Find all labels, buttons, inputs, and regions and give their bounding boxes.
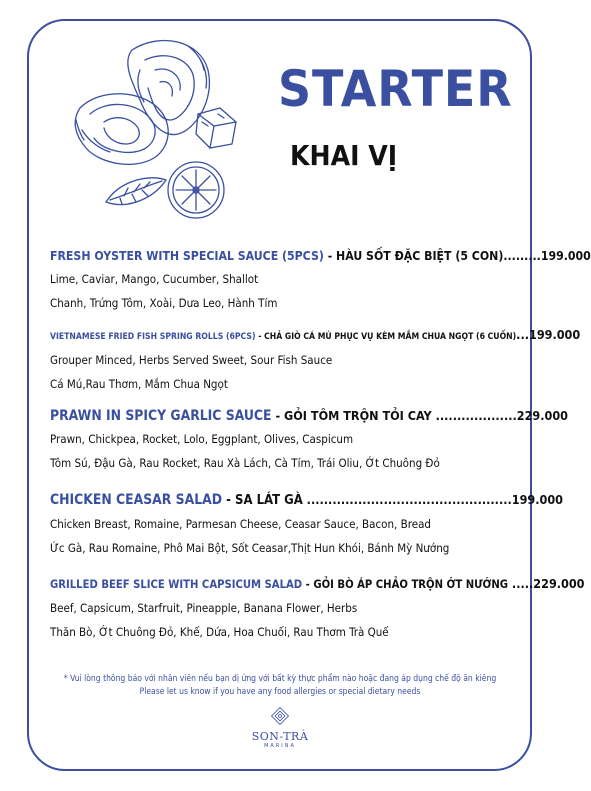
page-subtitle: KHAI VỊ xyxy=(290,139,398,172)
item-price: ...................229.000 xyxy=(431,408,568,423)
item-desc-vi: Ức Gà, Rau Romaine, Phô Mai Bột, Sốt Ceasar,Thịt Hun Khói, Bánh Mỳ Nướng xyxy=(50,541,450,555)
item-desc-vi: Tôm Sú, Đậu Gà, Rau Rocket, Rau Xà Lách, Cà Tím, Trái Oliu, Ớt Chuông Đỏ xyxy=(50,456,440,470)
item-desc-en: Grouper Minced, Herbs Served Sweet, Sour Fish Sauce xyxy=(50,353,333,367)
allergy-note-vi: * Vui lòng thông báo với nhân viên nếu bạn dị ứng với bất kỳ thực phẩm nào hoặc đang áp dụng chế độ ăn kiêng xyxy=(63,674,497,684)
brand-logo xyxy=(240,706,320,749)
menu-item xyxy=(50,491,563,556)
item-desc-en: Beef, Capsicum, Starfruit, Pineapple, Banana Flower, Herbs xyxy=(50,601,358,615)
allergy-note-en: Please let us know if you have any food allergies or special dietary needs xyxy=(139,687,421,697)
item-name-vi: - CHẢ GIÒ CÁ MÚ PHỤC VỤ KÈM MẮM CHUA NGỌT (6 CUỐN) xyxy=(255,332,517,342)
item-name-vi: - GỎI BÒ ÁP CHẢO TRỘN ỚT NƯỚNG xyxy=(302,578,509,591)
lotus-logo-icon xyxy=(270,706,290,726)
leaf-icon xyxy=(106,178,166,205)
oyster-illustration-icon xyxy=(70,30,270,220)
menu-item xyxy=(50,407,568,471)
item-name-en: GRILLED BEEF SLICE WITH CAPSICUM SALAD xyxy=(50,578,303,591)
item-desc-vi: Thăn Bò, Ớt Chuông Đỏ, Khế, Dứa, Hoa Chuối, Rau Thơm Trà Quế xyxy=(50,625,389,639)
item-desc-en: Prawn, Chickpea, Rocket, Lolo, Eggplant, Olives, Caspicum xyxy=(50,432,354,446)
item-name-en: PRAWN IN SPICY GARLIC SAUCE xyxy=(50,408,272,424)
menu-item xyxy=(50,574,585,640)
brand-subname: MARINA xyxy=(264,743,296,749)
item-name-en: FRESH OYSTER WITH SPECIAL SAUCE (5PCS) xyxy=(50,249,324,263)
brand-name: SON-TRÀ xyxy=(251,730,309,743)
menu-item xyxy=(50,247,591,311)
item-desc-en: Lime, Caviar, Mango, Cucumber, Shallot xyxy=(50,272,259,286)
item-desc-vi: Cá Mú,Rau Thơm, Mắm Chua Ngọt xyxy=(50,377,228,391)
item-name-vi: - SA LÁT GÀ xyxy=(222,493,303,508)
item-name-vi: - GỎI TÔM TRỘN TỎI CAY xyxy=(271,408,432,423)
item-desc-en: Chicken Breast, Romaine, Parmesan Cheese, Ceasar Sauce, Bacon, Bread xyxy=(50,517,431,531)
item-price: .........199.000 xyxy=(503,249,591,263)
item-name-vi: - HÀU SỐT ĐẶC BIỆT (5 CON) xyxy=(323,249,504,263)
ice-cube-icon xyxy=(196,108,236,148)
page-title: STARTER xyxy=(278,60,513,118)
lime-slice-icon xyxy=(168,162,224,218)
item-name-en: CHICKEN CEASAR SALAD xyxy=(50,492,223,508)
item-price: ...199.000 xyxy=(516,327,581,342)
item-price: ................................................199.000 xyxy=(302,492,563,507)
menu-item xyxy=(50,325,581,392)
item-desc-vi: Chanh, Trứng Tôm, Xoài, Dưa Leo, Hành Tím xyxy=(50,296,278,310)
item-name-en: VIETNAMESE FRIED FISH SPRING ROLLS (6PCS) xyxy=(50,332,256,342)
item-price: .....229.000 xyxy=(508,576,585,591)
